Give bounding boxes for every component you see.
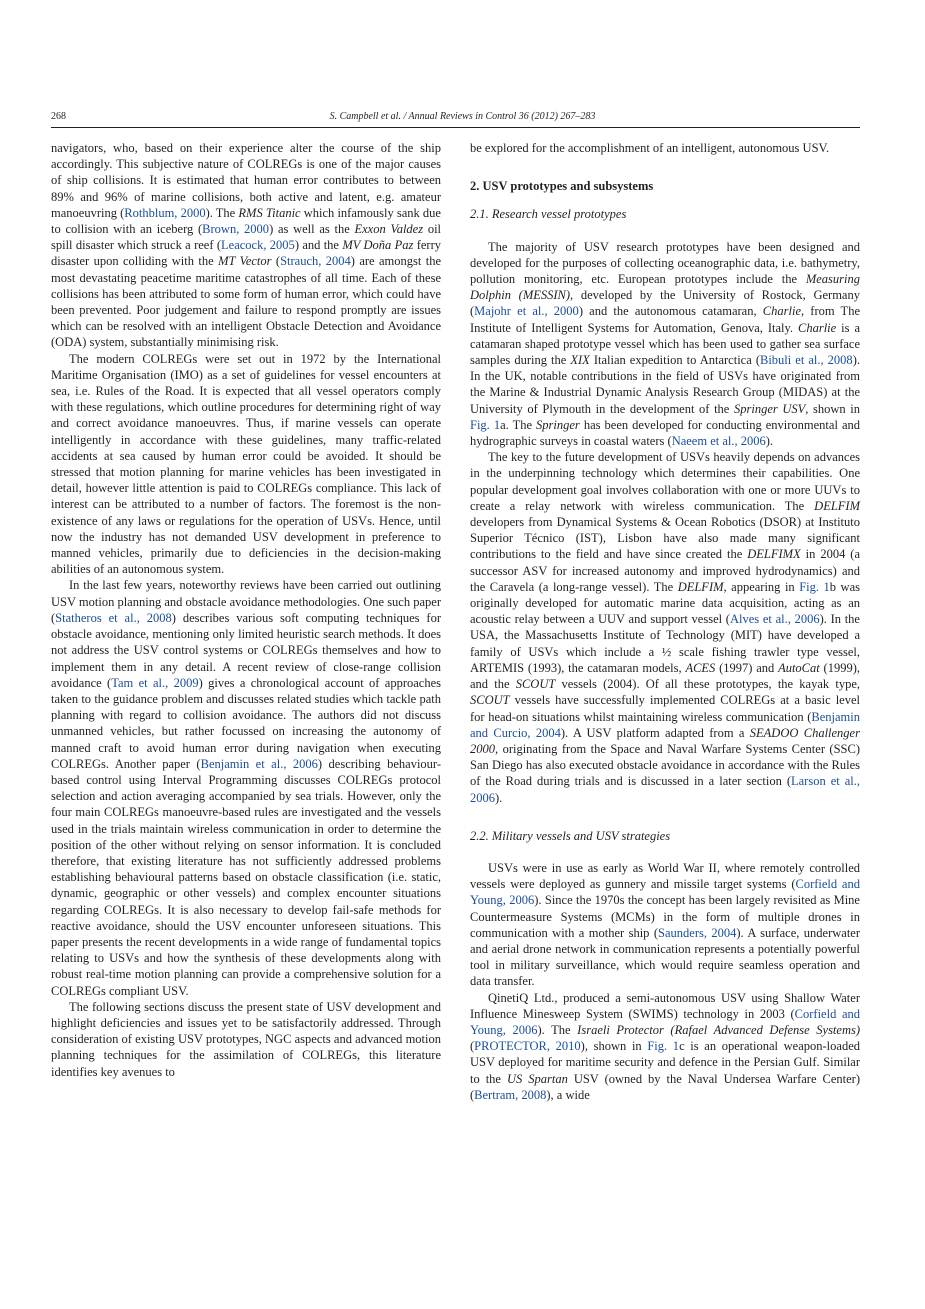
right-column — [470, 140, 860, 1103]
paragraph: QinetiQ Ltd., produced a semi-autonomous USV using Shallow Water Influence Minesweep System (SWIMS) technology in 2003 (Corfield and Young, 2006). The Israeli Protector (Rafael Advanced Defense Systems) (PROTECTOR, 2010), shown in Fig. 1c is an operational weapon-loaded USV deployed for maritime security and defence in the Persian Gulf. Similar to the US Spartan USV (owned by the Naval Undersea Warfare Center) (Bertram, 2008), a wide — [470, 990, 861, 1102]
paragraph: The majority of USV research prototypes have been designed and developed for the purposes of collecting oceanographic data, i.e. bathymetry, pollution monitoring, etc. European prototypes include the Measuring Dolphin (MESSIN), developed by the University of Rostock, Germany (Majohr et al., 2000) and the autonomous catamaran, Charlie, from The Institute of Intelligent Systems for Automation, Genova, Italy. Charlie is a catamaran shaped prototype vessel which has been used to gather sea surface samples during the XIX Italian expedition to Antarctica (Bibuli et al., 2008). In the UK, notable contributions in the field of USVs have originated from the Marine & Industrial Dynamic Analysis Research Group (MIDAS) at the University of Plymouth in the development of the Springer USV, shown in Fig. 1a. The Springer has been developed for conducting environmental and hydrographic surveys in coastal waters (Naeem et al., 2006). — [470, 239, 860, 449]
citation[interactable]: Corfield and Young, 2006 — [470, 1006, 860, 1037]
citation[interactable]: PROTECTOR, 2010 — [474, 1039, 581, 1054]
paragraph: The modern COLREGs were set out in 1972 by the International Maritime Organisation (IMO) as a set of guidelines for vessel encounters at sea, i.e. Rules of the Road. It is expected that all vessel operators comply with these regulations, which outline procedures for determining right of way and correct avoidance manoeuvres. Thus, if marine vessels can operate intelligently in accordance with these guidelines, many traffic-related accidents at sea caused by human error could be avoided. It should be stressed that motion planning for marine vehicles has been investigated in detail, however little attention is paid to COLREGs compliance. This lack of interest can be attributed to a number of factors. The foremost is the non-existence of any laws or regulations for the operation of USVs. Hence, until now the industry has not demanded USV development in preference to manned vehicles, primarily due to deficiencies in the decision-making abilities of an autonomous system. — [51, 351, 441, 577]
paragraph: navigators, who, based on their experience alter the course of the ship accordingly. This subjective nature of COLREGs is one of the major causes of ship collisions. It is estimated that human error contributes to between 89% and 96% of marine collisions, both active and latent, e.g. amateur manoeuvring (Rothblum, 2000). The RMS Titanic which infamously sank due to collision with an iceberg (Brown, 2000) as well as the Exxon Valdez oil spill disaster which struck a reef (Leacock, 2005) and the MV Doña Paz ferry disaster upon colliding with the MT Vector (Strauch, 2004) are amongst the most devastating peacetime maritime catastrophes of all time. Each of these collisions has been attributed to some form of human error, which could have been prevented. Poor judgement and failure to respond promptly are issues which can be resolved with an intelligent Obstacle Detection and Avoidance (ODA) system, substantially minimising risk. — [51, 141, 442, 350]
citation[interactable]: Rothblum, 2000 — [124, 205, 206, 220]
section-heading: 2. USV prototypes and subsystems — [470, 179, 654, 194]
header-rule — [51, 127, 860, 128]
figure-link[interactable]: Fig. 1 — [799, 579, 830, 594]
citation[interactable]: Tam et al., 2009 — [111, 675, 199, 690]
citation[interactable]: Naeem et al., 2006 — [671, 434, 766, 449]
paragraph: USVs were in use as early as World War II, where remotely controlled vessels were deployed as gunnery and missile target systems (Corfield and Young, 2006). Since the 1970s the concept has been largely revisited as Mine Countermeasure Systems (MCMs) in the form of multiple drones in communication with a mother ship (Saunders, 2004). A surface, underwater and aerial drone network in communication represents a potentially powerful tool in military surveillance, which would require seamless operation and data transfer. — [470, 860, 860, 989]
subsection-heading: 2.1. Research vessel prototypes — [470, 207, 627, 222]
paragraph: The following sections discuss the present state of USV development and highlight deficiencies and issues yet to be satisfactorily addressed. Through consideration of existing USV prototypes, NGC aspects and advanced motion planning techniques for the assimilation of COLREGs, this literature identifies key avenues to — [51, 999, 441, 1079]
citation[interactable]: Bibuli et al., 2008 — [759, 353, 853, 368]
citation[interactable]: Strauch, 2004 — [280, 254, 351, 269]
citation[interactable]: Benjamin et al., 2006 — [200, 756, 318, 771]
figure-link[interactable]: Fig. 1 — [647, 1039, 680, 1054]
citation[interactable]: Statheros et al., 2008 — [55, 610, 172, 625]
citation[interactable]: Alves et al., 2006 — [729, 612, 820, 627]
running-header: S. Campbell et al. / Annual Reviews in Control 36 (2012) 267–283 — [329, 111, 596, 122]
citation[interactable]: Bertram, 2008 — [474, 1087, 547, 1102]
citation[interactable]: Leacock, 2005 — [221, 238, 295, 253]
citation[interactable]: Corfield and Young, 2006 — [470, 877, 860, 908]
figure-link[interactable]: Fig. 1 — [470, 417, 501, 432]
citation[interactable]: Larson et al., 2006 — [470, 774, 860, 805]
page-number: 268 — [51, 111, 66, 122]
paragraph: In the last few years, noteworthy reviews have been carried out outlining USV motion planning and obstacle avoidance methodologies. One such paper (Statheros et al., 2008) describes various soft computing techniques for obstacle avoidance, mentioning only limited heuristic search methods. It does not address the USV control systems or COLREGs themselves and how to implement them in any detail. A recent review of close-range collision avoidance (Tam et al., 2009) gives a chronological account of approaches taken to the guidance problem and discusses related studies which tackle path planning with regard to collision avoidance. The authors did not discuss unmanned vehicles, but rather focussed on increasing the autonomy of manned craft to avoid human error during navigation when executing COLREGs. Another paper (Benjamin et al., 2006) describing behaviour-based control using Interval Programming discusses COLREGs protocol selection and action averaging accompanied by sea trials. However, only the four main COLREGs manoeuvre-based rules are investigated and the vessels used in the trials maintain wireless communication in order to determine the position of the other without relying on sensor information. It is concluded therefore, that existing literature has not sufficiently addressed problems establishing behavioural patterns based on obstacle classification (i.e. static, dynamic, geographic or other vessels) and complex encounter situations regarding COLREGs. It is also necessary to develop fail-safe methods for reactive avoidance, should the USV encounter unforeseen situations. This paper presents the recent developments in a wide range of fundamental topics relating to USVs and how the synthesis of these developments along with robust real-time motion planning can provide a comprehensive solution for a COLREGs compliant USV. — [51, 578, 442, 998]
subsection-heading: 2.2. Military vessels and USV strategies — [470, 828, 671, 843]
paragraph: The key to the future development of USVs heavily depends on advances in the underpinning technology which determines their capabilities. One popular development goal involves collaboration with one or more UUVs to create a relay network with wireless communication. The DELFIM developers from Dynamical Systems & Ocean Robotics (DSOR) at Instituto Superior Técnico (IST), Lisbon have also made many significant contributions to the field and have since created the DELFIMX in 2004 (a successor ASV for increased autonomy and improved hydrodynamics) and the Caravela (a long-range vessel). The DELFIM, appearing in Fig. 1b was originally developed for automatic marine data acquisition, acting as an acoustic relay between a UUV and support vessel (Alves et al., 2006). In the USA, the Massachusetts Institute of Technology (MIT) have developed a family of USVs which include a ½ scale fishing trawler type vessel, ARTEMIS (1993), the catamaran models, ACES (1997) and AutoCat (1999), and the SCOUT vessels (2004). Of all these prototypes, the kayak type, SCOUT vessels have successfully implemented COLREGs at a basic level for head-on situations whilst maintaining wireless communication (Benjamin and Curcio, 2004). A USV platform adapted from a SEADOO Challenger 2000, originating from the Space and Naval Warfare Systems Center (SSC) San Diego has also executed obstacle avoidance in accordance with the Rules of the Road during trials and is discussed in a later section (Larson et al., 2006). — [470, 450, 861, 805]
citation[interactable]: Majohr et al., 2000 — [474, 304, 579, 319]
citation[interactable]: Saunders, 2004 — [658, 925, 737, 940]
citation[interactable]: Brown, 2000 — [202, 222, 270, 237]
citation[interactable]: Benjamin and Curcio, 2004 — [470, 709, 860, 740]
left-column — [51, 140, 441, 1080]
paragraph: be explored for the accomplishment of an intelligent, autonomous USV. — [470, 141, 830, 155]
